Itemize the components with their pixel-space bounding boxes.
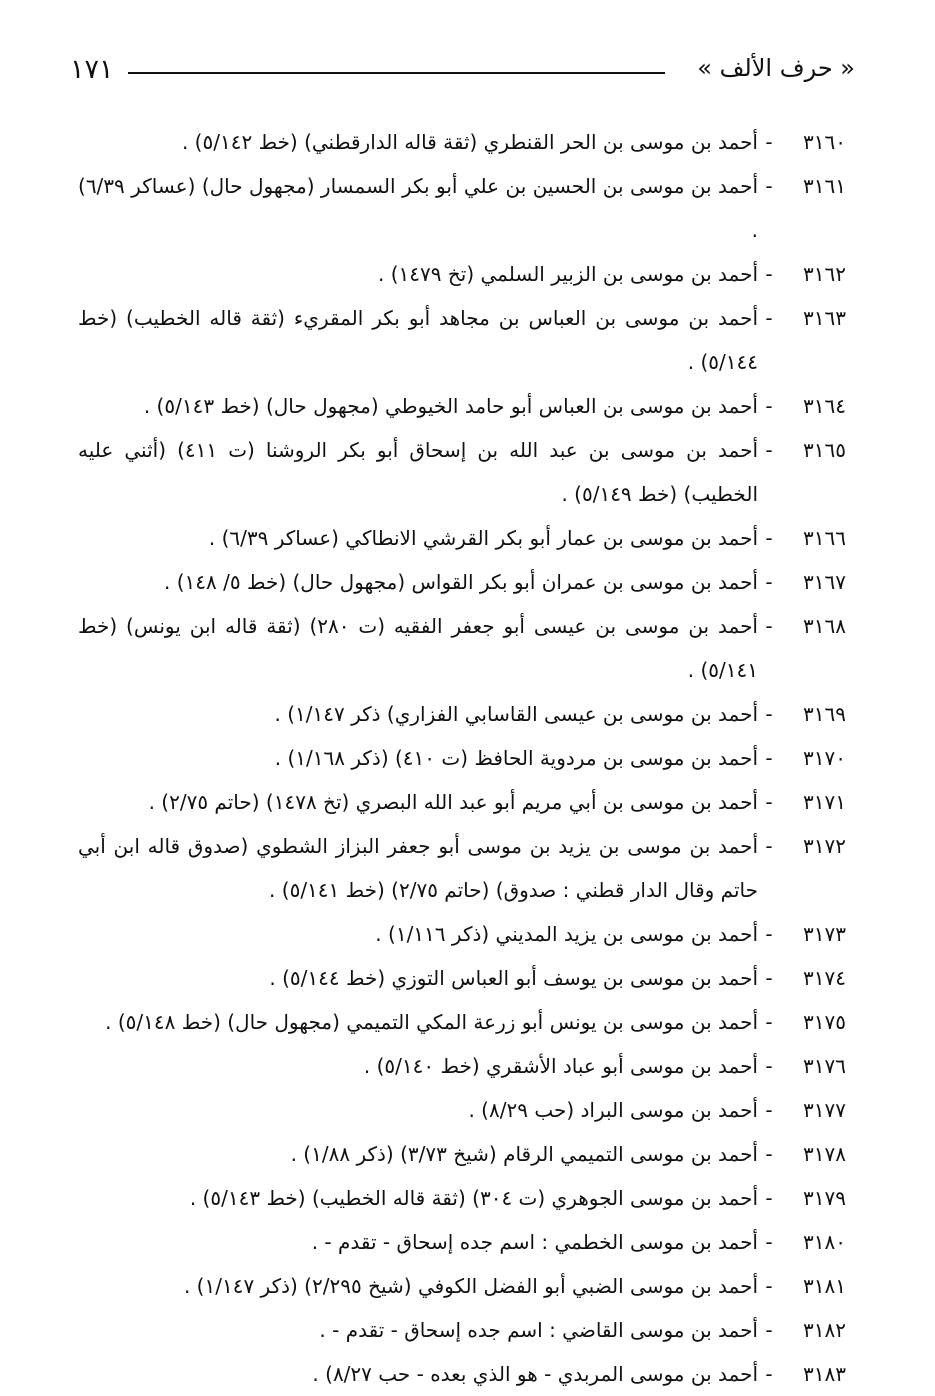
entry-row xyxy=(78,824,846,912)
entry-row xyxy=(78,164,846,252)
entry-separator: - xyxy=(765,394,773,418)
entry-row xyxy=(78,1088,846,1132)
entry-text: أحمد بن موسى بن أبي مريم أبو عبد الله البصري (تخ ١٤٧٨) (حاتم ٢/٧٥) . xyxy=(148,790,758,814)
entry-number: ٣١٧٠ xyxy=(803,746,846,770)
entry-text: أحمد بن موسى التميمي الرقام (شيخ ٣/٧٣) (ذكر ١/٨٨) . xyxy=(290,1142,758,1166)
entry-number: ٣١٦٦ xyxy=(803,526,846,550)
entry-separator: - xyxy=(765,702,773,726)
entry-text: أحمد بن موسى بن يوسف أبو العباس التوزي (خط ٥/١٤٤) . xyxy=(269,966,758,990)
entry-number: ٣١٨٢ xyxy=(803,1318,846,1342)
entry-separator: - xyxy=(765,1010,773,1034)
entry-number: ٣١٦٤ xyxy=(803,394,846,418)
entry-separator: - xyxy=(765,922,773,946)
entry-text: أحمد بن موسى بن العباس بن مجاهد أبو بكر المقريء (ثقة قاله الخطيب) (خط ٥/١٤٤) . xyxy=(78,306,758,374)
entry-separator: - xyxy=(765,262,773,286)
entry-text: أحمد بن موسى بن عيسى أبو جعفر الفقيه (ت ٢٨٠) (ثقة قاله ابن يونس) (خط ٥/١٤١) . xyxy=(78,614,758,682)
entry-separator: - xyxy=(765,790,773,814)
entry-text: أحمد بن موسى بن العباس أبو حامد الخيوطي (مجهول حال) (خط ٥/١٤٣) . xyxy=(143,394,758,418)
entry-separator: - xyxy=(765,1230,773,1254)
entry-number: ٣١٧٥ xyxy=(803,1010,846,1034)
page-number: ١٧١ xyxy=(70,54,114,85)
entry-separator: - xyxy=(765,526,773,550)
entry-separator: - xyxy=(765,746,773,770)
entry-separator: - xyxy=(765,1098,773,1122)
entry-number: ٣١٨٠ xyxy=(803,1230,846,1254)
entry-row xyxy=(78,912,846,956)
entry-separator: - xyxy=(765,1186,773,1210)
page-header xyxy=(70,48,855,88)
entry-text: أحمد بن موسى الضبي أبو الفضل الكوفي (شيخ ٢/٢٩٥) (ذكر ١/١٤٧) . xyxy=(183,1274,758,1298)
entry-text: أحمد بن موسى بن الحسين بن علي أبو بكر السمسار (مجهول حال) (عساكر ٦/٣٩) . xyxy=(78,174,758,242)
entry-separator: - xyxy=(765,438,773,462)
entry-text: أحمد بن موسى أبو عباد الأشقري (خط ٥/١٤٠) . xyxy=(363,1054,758,1078)
entry-number: ٣١٧٢ xyxy=(803,834,846,858)
entry-row xyxy=(78,780,846,824)
entry-number: ٣١٧١ xyxy=(803,790,846,814)
entry-number: ٣١٦٥ xyxy=(803,438,846,462)
entry-number: ٣١٦١ xyxy=(803,174,846,198)
entry-text: أحمد بن موسى الخطمي : اسم جده إسحاق - تقدم - . xyxy=(311,1230,758,1254)
entry-text: أحمد بن موسى بن الحر القنطري (ثقة قاله الدارقطني) (خط ٥/١٤٢) . xyxy=(181,130,758,154)
entry-row xyxy=(78,692,846,736)
entry-number: ٣١٦٩ xyxy=(803,702,846,726)
entry-separator: - xyxy=(765,1274,773,1298)
entry-text: أحمد بن موسى بن يزيد المديني (ذكر ١/١١٦) . xyxy=(375,922,758,946)
entry-separator: - xyxy=(765,174,773,198)
running-head: « حرف الألف » xyxy=(697,54,855,82)
entry-separator: - xyxy=(765,1318,773,1342)
entry-separator: - xyxy=(765,570,773,594)
entry-row xyxy=(78,1352,846,1396)
entry-text: أحمد بن موسى بن يونس أبو زرعة المكي التميمي (مجهول حال) (خط ٥/١٤٨) . xyxy=(105,1010,758,1034)
entry-row xyxy=(78,384,846,428)
entry-number: ٣١٨٣ xyxy=(803,1362,846,1386)
entry-separator: - xyxy=(765,966,773,990)
entry-row xyxy=(78,1044,846,1088)
entry-number: ٣١٦٢ xyxy=(803,262,846,286)
entry-separator: - xyxy=(765,1054,773,1078)
entry-number: ٣١٦٧ xyxy=(803,570,846,594)
entry-number: ٣١٦٣ xyxy=(803,306,846,330)
entry-number: ٣١٦٠ xyxy=(803,130,846,154)
entry-row xyxy=(78,1308,846,1352)
entry-row xyxy=(78,1220,846,1264)
entry-row xyxy=(78,736,846,780)
entry-number: ٣١٧٩ xyxy=(803,1186,846,1210)
entry-text: أحمد بن موسى البراد (حب ٨/٢٩) . xyxy=(468,1098,758,1122)
entry-number: ٣١٧٦ xyxy=(803,1054,846,1078)
entry-number: ٣١٧٧ xyxy=(803,1098,846,1122)
entry-separator: - xyxy=(765,130,773,154)
entry-row xyxy=(78,1000,846,1044)
entry-number: ٣١٨١ xyxy=(803,1274,846,1298)
entry-separator: - xyxy=(765,1362,773,1386)
entry-text: أحمد بن موسى بن عمار أبو بكر القرشي الانطاكي (عساكر ٦/٣٩) . xyxy=(208,526,758,550)
entry-text: أحمد بن موسى بن عبد الله بن إسحاق أبو بكر الروشنا (ت ٤١١) (أثني عليه الخطيب) (خط ٥/١٤٩) . xyxy=(78,438,759,506)
entry-row xyxy=(78,252,846,296)
entry-row xyxy=(78,1264,846,1308)
entry-row xyxy=(78,428,846,516)
entry-row xyxy=(78,560,846,604)
entry-separator: - xyxy=(765,1142,773,1166)
entry-row xyxy=(78,296,846,384)
entry-number: ٣١٦٨ xyxy=(803,614,846,638)
entry-number: ٣١٧٤ xyxy=(803,966,846,990)
entry-number: ٣١٧٣ xyxy=(803,922,846,946)
entry-text: أحمد بن موسى القاضي : اسم جده إسحاق - تقدم - . xyxy=(319,1318,758,1342)
entry-separator: - xyxy=(765,306,773,330)
entry-row xyxy=(78,516,846,560)
entry-row xyxy=(78,1176,846,1220)
entry-text: أحمد بن موسى بن مردوية الحافظ (ت ٤١٠) (ذكر ١/١٦٨) . xyxy=(274,746,758,770)
entry-text: أحمد بن موسى بن الزبير السلمي (تخ ١٤٧٩) . xyxy=(378,262,758,286)
entry-row xyxy=(78,956,846,1000)
entry-row xyxy=(78,604,846,692)
entry-separator: - xyxy=(765,614,773,638)
entry-text: أحمد بن موسى المربدي - هو الذي بعده - حب ٨/٢٧) . xyxy=(312,1362,758,1386)
entry-separator: - xyxy=(765,834,773,858)
entry-text: أحمد بن موسى بن عيسى القاسابي الفزاري) ذكر ١/١٤٧) . xyxy=(274,702,758,726)
entry-number: ٣١٧٨ xyxy=(803,1142,846,1166)
entry-list xyxy=(78,120,846,1396)
entry-text: أحمد بن موسى الجوهري (ت ٣٠٤) (ثقة قاله الخطيب) (خط ٥/١٤٣) . xyxy=(189,1186,758,1210)
entry-text: أحمد بن موسى بن عمران أبو بكر القواس (مجهول حال) (خط ٥/ ١٤٨) . xyxy=(164,570,758,594)
entry-row xyxy=(78,120,846,164)
entry-row xyxy=(78,1132,846,1176)
entry-text: أحمد بن موسى بن يزيد بن موسى أبو جعفر البزاز الشطوي (صدوق قاله ابن أبي حاتم وقال الدار قطني : صدوق) (حاتم ٢/٧٥) (خط ٥/١٤١) . xyxy=(78,834,758,902)
header-rule xyxy=(128,72,665,74)
